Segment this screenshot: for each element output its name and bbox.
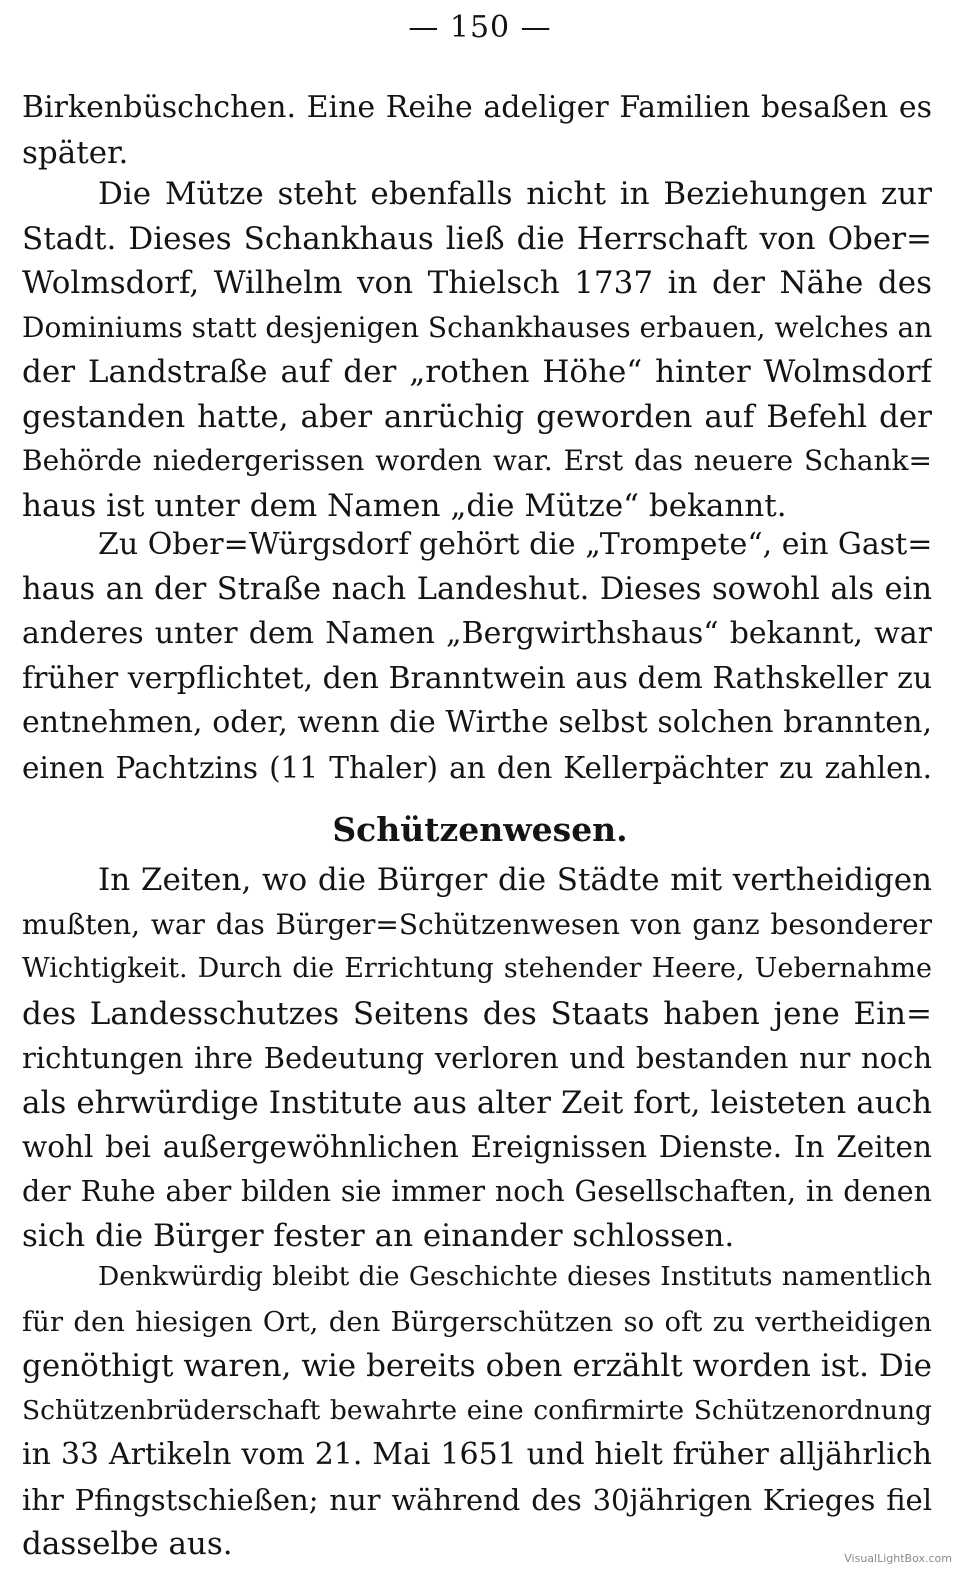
- text-line: einen Pachtzins (11 Thaler) an den Kellerpächter zu zahlen.: [22, 750, 932, 785]
- text-line: gestanden hatte, aber anrüchig geworden auf Befehl der: [22, 398, 932, 435]
- text-line: Birkenbüschchen. Eine Reihe adeliger Familien besaßen es: [22, 90, 932, 125]
- paragraph-denkwuerdig: [22, 1255, 932, 1567]
- text-line: genöthigt waren, wie bereits oben erzählt worden ist. Die: [22, 1348, 932, 1384]
- text-line: Schützenbrüderschaft bewahrte eine confirmirte Schützenordnung: [22, 1394, 932, 1426]
- text-line: der Landstraße auf der „rothen Höhe“ hinter Wolmsdorf: [22, 354, 932, 390]
- section-heading: Schützenwesen.: [332, 810, 628, 849]
- page-number: — 150 —: [408, 10, 552, 45]
- paragraph-trompete: [22, 523, 932, 790]
- text-line: dasselbe aus.: [22, 1526, 233, 1562]
- text-line: der Ruhe aber bilden sie immer noch Gesellschaften, in denen: [22, 1174, 932, 1208]
- text-line: Denkwürdig bleibt die Geschichte dieses Instituts namentlich: [98, 1261, 932, 1292]
- paragraph-muetze: [22, 172, 932, 528]
- text-line: des Landesschutzes Seitens des Staats haben jene Ein=: [22, 995, 932, 1032]
- text-line: als ehrwürdige Institute aus alter Zeit fort, leisteten auch: [22, 1084, 932, 1121]
- text-line: wohl bei außergewöhnlichen Ereignissen Dienste. In Zeiten: [22, 1130, 932, 1164]
- text-line: anderes unter dem Namen „Bergwirthshaus“ bekannt, war: [22, 616, 932, 651]
- text-line: mußten, war das Bürger=Schützenwesen von ganz besonderer: [22, 907, 932, 941]
- text-line: sich die Bürger fester an einander schlossen.: [22, 1218, 735, 1254]
- watermark: VisualLightBox.com: [844, 1552, 952, 1565]
- text-line: In Zeiten, wo die Bürger die Städte mit vertheidigen: [98, 862, 932, 898]
- text-line: später.: [22, 134, 129, 171]
- text-line: Wichtigkeit. Durch die Errichtung stehender Heere, Uebernahme: [22, 953, 932, 984]
- text-line: Wolmsdorf, Wilhelm von Thielsch 1737 in der Nähe des: [22, 265, 932, 301]
- text-line: Behörde niedergerissen worden war. Erst das neuere Schank=: [22, 444, 932, 477]
- text-line: Stadt. Dieses Schankhaus ließ die Herrschaft von Ober=: [22, 220, 932, 257]
- paragraph-schuetzenwesen: [22, 858, 932, 1259]
- text-line: früher verpflichtet, den Branntwein aus dem Rathskeller zu: [22, 660, 932, 696]
- text-line: ihr Pfingstschießen; nur während des 30jährigen Krieges fiel: [22, 1482, 932, 1517]
- paragraph-continuation: [22, 86, 932, 175]
- text-line: richtungen ihre Bedeutung verloren und bestanden nur noch: [22, 1041, 932, 1075]
- text-line: Die Mütze steht ebenfalls nicht in Beziehungen zur: [98, 176, 932, 212]
- text-line: entnehmen, oder, wenn die Wirthe selbst solchen brannten,: [22, 705, 932, 740]
- text-line: in 33 Artikeln vom 21. Mai 1651 und hielt früher alljährlich: [22, 1437, 932, 1472]
- text-line: Dominiums statt desjenigen Schankhauses erbauen, welches an: [22, 310, 932, 344]
- text-line: haus an der Straße nach Landeshut. Dieses sowohl als ein: [22, 571, 932, 607]
- text-line: haus ist unter dem Namen „die Mütze“ bekannt.: [22, 487, 787, 524]
- text-line: Zu Ober=Würgsdorf gehört die „Trompete“, ein Gast=: [98, 527, 932, 562]
- text-line: für den hiesigen Ort, den Bürgerschützen so oft zu vertheidigen: [22, 1305, 932, 1338]
